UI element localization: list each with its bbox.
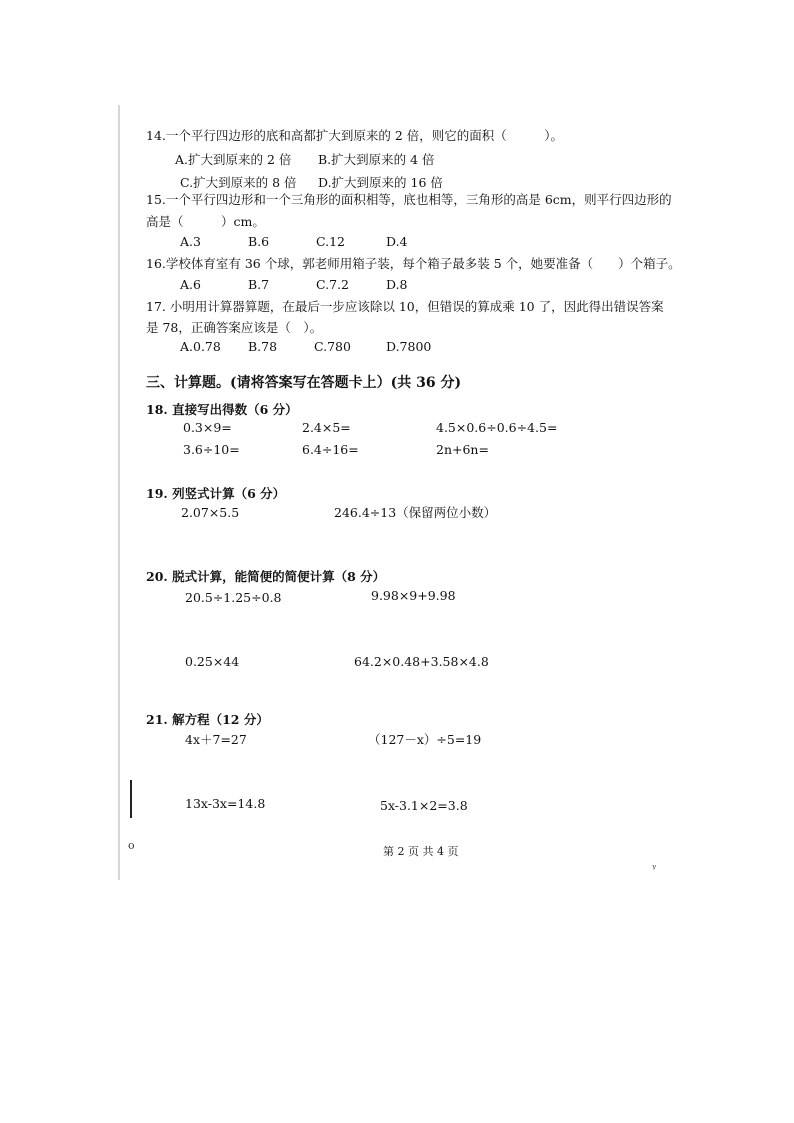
q21-title: 21. 解方程（12 分） <box>146 712 269 727</box>
q14-option-c: C.扩大到原来的 8 倍 <box>180 175 297 190</box>
q20-item-2: 9.98×9+9.98 <box>371 588 456 603</box>
q17-option-b: B.78 <box>248 339 278 354</box>
q18-item-2: 2.4×5= <box>302 420 351 435</box>
q14-option-b: B.扩大到原来的 4 倍 <box>318 152 435 167</box>
scan-mark-right: ᵞ <box>652 862 657 875</box>
q20-item-3: 0.25×44 <box>185 654 240 669</box>
q17-stem-line2: 是 78，正确答案应该是（ ）。 <box>146 320 323 335</box>
q16-stem: 16.学校体育室有 36 个球，郭老师用箱子装，每个箱子最多装 5 个，她要准备（ ）个箱子。 <box>146 256 681 271</box>
q15-option-b: B.6 <box>248 234 270 249</box>
q15-option-c: C.12 <box>316 234 345 249</box>
q18-item-4: 3.6÷10= <box>183 442 240 457</box>
q20-title: 20. 脱式计算，能简便的简便计算（8 分） <box>146 569 386 584</box>
q19-item-1: 2.07×5.5 <box>181 505 240 520</box>
q14-stem: 14.一个平行四边形的底和高都扩大到原来的 2 倍，则它的面积（ ）。 <box>146 128 564 143</box>
q18-item-6: 2n+6n= <box>436 442 489 457</box>
q16-option-c: C.7.2 <box>316 277 349 292</box>
q21-item-1: 4x＋7=27 <box>185 732 247 747</box>
q19-title: 19. 列竖式计算（6 分） <box>146 486 286 501</box>
scan-edge-line <box>118 105 120 880</box>
q19-item-2: 246.4÷13（保留两位小数） <box>334 505 497 520</box>
q15-option-d: D.4 <box>386 234 408 249</box>
q17-option-d: D.7800 <box>386 339 432 354</box>
q21-item-2: （127－x）÷5=19 <box>368 732 482 747</box>
q18-item-1: 0.3×9= <box>183 420 232 435</box>
q15-stem-line2: 高是（ ）cm。 <box>146 214 265 229</box>
q21-item-3: 13x-3x=14.8 <box>185 796 266 811</box>
q15-stem-line1: 15.一个平行四边形和一个三角形的面积相等，底也相等，三角形的高是 6cm，则平行四边形的 <box>146 192 672 207</box>
q15-option-a: A.3 <box>180 234 201 249</box>
q14-option-d: D.扩大到原来的 16 倍 <box>318 175 443 190</box>
q16-option-a: A.6 <box>180 277 201 292</box>
q16-option-d: D.8 <box>386 277 408 292</box>
q16-option-b: B.7 <box>248 277 270 292</box>
q18-item-5: 6.4÷16= <box>302 442 359 457</box>
q18-title: 18. 直接写出得数（6 分） <box>146 402 298 417</box>
section-3-title: 三、计算题。(请将答案写在答题卡上）(共 36 分) <box>146 375 462 391</box>
q17-stem-line1: 17. 小明用计算器算题，在最后一步应该除以 10，但错误的算成乘 10 了，因此得出错误答案 <box>146 299 664 314</box>
scan-mark-bar <box>130 780 132 818</box>
q21-item-4: 5x-3.1×2=3.8 <box>380 798 468 813</box>
q17-option-a: A.0.78 <box>180 339 221 354</box>
q20-item-4: 64.2×0.48+3.58×4.8 <box>354 654 489 669</box>
q17-option-c: C.780 <box>314 339 351 354</box>
q14-option-a: A.扩大到原来的 2 倍 <box>175 152 292 167</box>
scan-mark-left: o <box>128 839 135 852</box>
q20-item-1: 20.5÷1.25÷0.8 <box>185 590 282 605</box>
q18-item-3: 4.5×0.6÷0.6÷4.5= <box>436 420 558 435</box>
page-footer: 第 2 页 共 4 页 <box>383 845 459 858</box>
